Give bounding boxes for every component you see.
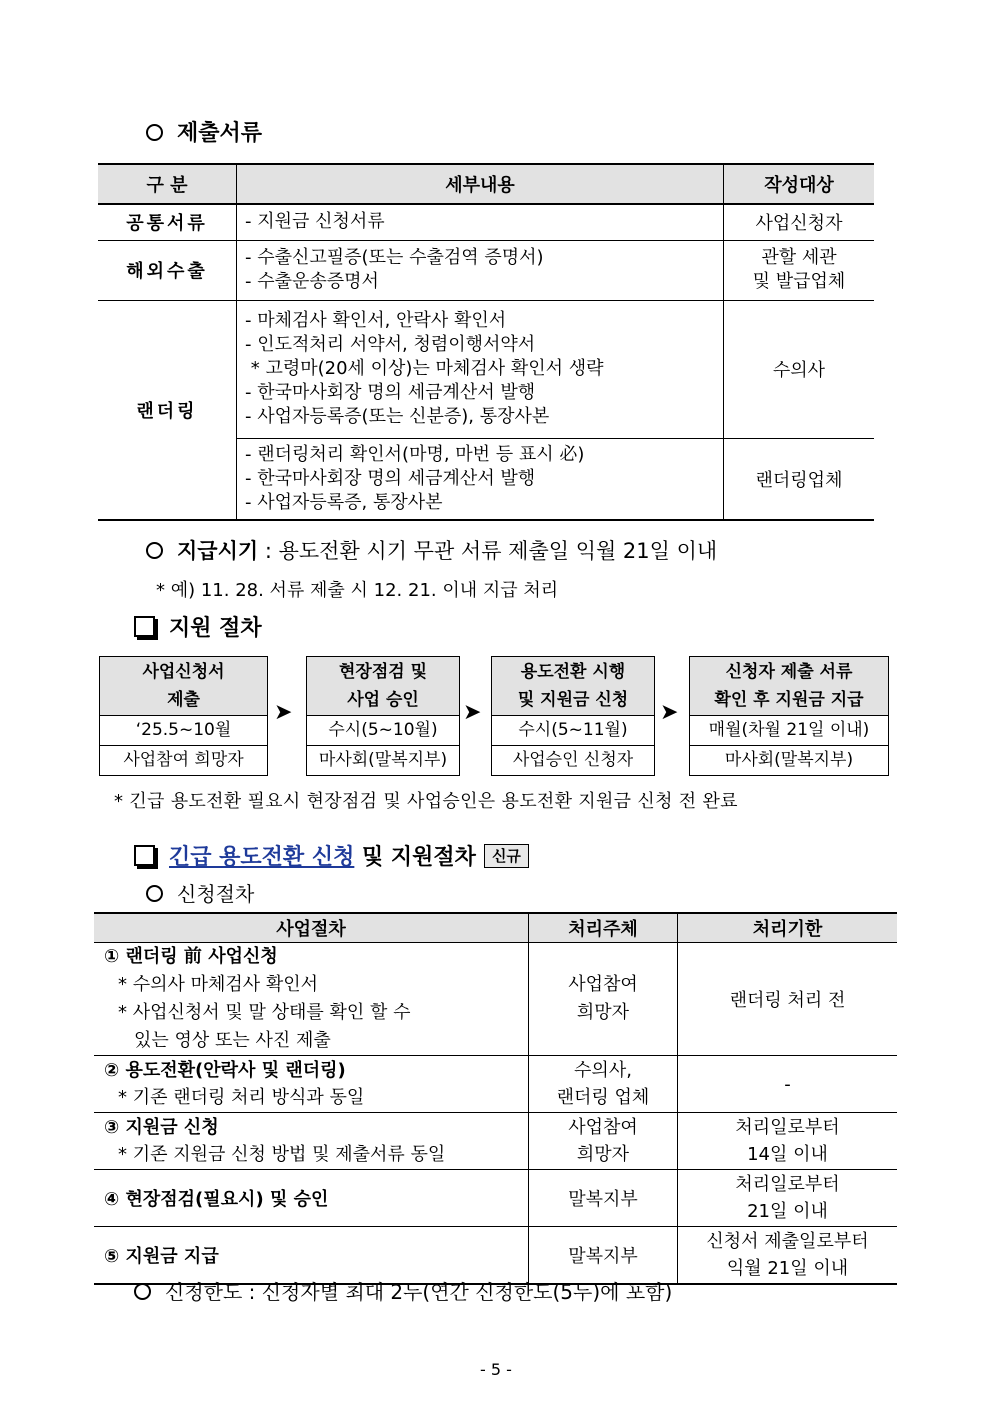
flow-step-2 (306, 656, 460, 776)
flow-title-line: 신청자 제출 서류 (725, 662, 853, 682)
header-target: 작성대상 (724, 164, 875, 204)
payment-time-note: * 예) 11. 28. 서류 제출 시 12. 21. 이내 지급 처리 (156, 580, 559, 601)
step-note: * 기존 지원금 신청 방법 및 제출서류 동일 (118, 1144, 446, 1165)
actor-line: 수의사, (574, 1060, 632, 1081)
actor-cell: 말복지부 (529, 1227, 678, 1285)
flow-step-title (690, 657, 888, 716)
square-bullet-icon (134, 845, 155, 866)
flow-title-line: 확인 후 지원금 지급 (714, 690, 864, 710)
step-cell (94, 943, 529, 1056)
table-row (94, 943, 897, 1056)
actor-cell (529, 943, 678, 1056)
payment-time-label: 지급시기 (177, 539, 259, 563)
flow-step-actor: 사업승인 신청자 (492, 745, 654, 775)
step-cell (94, 1113, 529, 1170)
detail-line: - 수출운송증명서 (245, 271, 379, 292)
table-row (94, 1056, 897, 1113)
flow-title-line: 사업신청서 (142, 662, 225, 682)
flow-step-4 (689, 656, 889, 776)
table-row (98, 300, 874, 438)
flow-step-period: 수시(5~10월) (328, 720, 438, 740)
deadline-cell (678, 1113, 898, 1170)
section-title: 지원 절차 (169, 616, 262, 641)
payment-time-line (146, 535, 717, 565)
section-title-rest: 및 지원절차 (362, 845, 476, 870)
category-cell: 해외수출 (98, 240, 237, 300)
table-row (94, 1170, 897, 1227)
header-actor: 처리주체 (529, 913, 678, 943)
detail-line: - 수출신고필증(또는 수출검역 증명서) (245, 247, 544, 268)
step-note: * 수의사 마체검사 확인서 (118, 974, 319, 995)
sub-heading (146, 878, 254, 907)
actor-line: 랜더링 업체 (556, 1087, 650, 1108)
header-details: 세부내용 (237, 164, 724, 204)
detail-line: - 마체검사 확인서, 안락사 확인서 (245, 310, 507, 331)
section-heading-docs (146, 116, 262, 147)
flow-title-line: 및 지원금 신청 (517, 690, 629, 710)
flow-title-line: 제출 (167, 690, 200, 710)
square-bullet-icon (134, 616, 155, 637)
target-cell: 랜더링업체 (724, 438, 875, 520)
emergency-link[interactable]: 긴급 용도전환 신청 (169, 845, 355, 870)
step-cell: ④ 현장점검(필요시) 및 승인 (94, 1170, 529, 1227)
detail-line: - 사업자등록증(또는 신분증), 통장사본 (245, 406, 550, 427)
flow-step-title (492, 657, 654, 716)
flow-step-period: 수시(5~11월) (518, 720, 628, 740)
section-heading-procedure (134, 611, 262, 642)
step-title: ① 랜더링 前 사업신청 (104, 946, 278, 967)
category-cell: 공통서류 (126, 213, 208, 235)
table-row (98, 240, 874, 300)
deadline-cell: 랜더링 처리 전 (678, 943, 898, 1056)
arrow-right-icon: ➤ (463, 700, 482, 725)
limit-line (134, 1276, 672, 1305)
flow-title-line: 용도전환 시행 (520, 662, 626, 682)
step-cell (94, 1056, 529, 1113)
circle-bullet-icon (134, 1283, 151, 1300)
new-badge: 신규 (484, 844, 529, 868)
documents-table (98, 163, 874, 521)
flow-step-3 (491, 656, 655, 776)
flow-note: * 긴급 용도전환 필요시 현장점검 및 사업승인은 용도전환 지원금 신청 전 완료 (114, 791, 738, 812)
circle-bullet-icon (146, 124, 163, 141)
table-row (94, 1113, 897, 1170)
deadline-line: 14일 이내 (747, 1144, 828, 1165)
flow-step-title (307, 657, 459, 716)
details-cell (237, 240, 724, 300)
step-title: ③ 지원금 신청 (104, 1117, 219, 1138)
detail-line: - 지원금 신청서류 (245, 211, 385, 233)
deadline-line: 신청서 제출일로부터 (706, 1231, 869, 1252)
deadline-line: 처리일로부터 (735, 1174, 840, 1195)
target-cell (724, 240, 875, 300)
circle-bullet-icon (146, 885, 163, 902)
table-row (98, 204, 874, 240)
category-cell: 랜더링 (98, 300, 237, 520)
actor-cell (529, 1056, 678, 1113)
detail-line: - 한국마사회장 명의 세금계산서 발행 (245, 467, 536, 489)
payment-time-text: : 용도전환 시기 무관 서류 제출일 익월 21일 이내 (264, 539, 718, 563)
sub-heading-text: 신청절차 (177, 882, 255, 906)
detail-line: - 랜더링처리 확인서(마명, 마번 등 표시 必) (245, 443, 585, 465)
section-heading-emergency (134, 840, 529, 871)
step-note: 있는 영상 또는 사진 제출 (134, 1030, 331, 1051)
flow-step-actor: 마사회(말복지부) (690, 745, 888, 775)
detail-line: - 한국마사회장 명의 세금계산서 발행 (245, 382, 536, 403)
actor-line: 사업참여 (568, 974, 638, 995)
step-title: ② 용도전환(안락사 및 랜더링) (104, 1060, 346, 1081)
deadline-line: 21일 이내 (747, 1201, 828, 1222)
detail-note: * 고령마(20세 이상)는 마체검사 확인서 생략 (245, 358, 604, 379)
flow-step-1 (99, 656, 268, 776)
target-cell: 수의사 (724, 300, 875, 438)
flow-step-actor: 사업참여 희망자 (100, 745, 267, 775)
procedure-table (94, 912, 897, 1285)
actor-line: 희망자 (576, 1002, 630, 1023)
table-header-row (94, 913, 897, 943)
step-cell: ⑤ 지원금 지급 (94, 1227, 529, 1285)
details-cell (237, 300, 724, 438)
arrow-right-icon: ➤ (660, 700, 679, 725)
details-cell (237, 204, 724, 240)
step-note: * 기존 랜더링 처리 방식과 동일 (118, 1087, 365, 1108)
target-cell: 사업신청자 (724, 204, 875, 240)
actor-line: 희망자 (576, 1144, 630, 1165)
actor-cell: 말복지부 (529, 1170, 678, 1227)
header-step: 사업절차 (94, 913, 529, 943)
arrow-right-icon: ➤ (274, 700, 293, 725)
target-line: 관할 세관 (761, 247, 837, 268)
target-line: 및 발급업체 (752, 271, 846, 292)
flow-title-line: 현장점검 및 (338, 662, 428, 682)
flow-step-title (100, 657, 267, 716)
flow-step-period: ‘25.5~10월 (135, 720, 232, 740)
detail-line: - 인도적처리 서약서, 청렴이행서약서 (245, 334, 536, 355)
table-header-row (98, 164, 874, 204)
actor-cell (529, 1113, 678, 1170)
flow-step-period: 매월(차월 21일 이내) (708, 720, 870, 740)
header-deadline: 처리기한 (678, 913, 898, 943)
flow-step-actor: 마사회(말복지부) (307, 745, 459, 775)
deadline-cell (678, 1227, 898, 1285)
deadline-cell (678, 1170, 898, 1227)
section-title: 제출서류 (177, 121, 263, 146)
detail-line: - 사업자등록증, 통장사본 (245, 491, 443, 513)
limit-text: 신청한도 : 신청자별 최대 2두(연간 신청한도(5두)에 포함) (165, 1280, 673, 1304)
step-note: * 사업신청서 및 말 상태를 확인 할 수 (118, 1002, 411, 1023)
circle-bullet-icon (146, 542, 163, 559)
header-category: 구 분 (98, 164, 237, 204)
actor-line: 사업참여 (568, 1117, 638, 1138)
deadline-cell: - (678, 1056, 898, 1113)
deadline-line: 처리일로부터 (735, 1117, 840, 1138)
deadline-line: 익월 21일 이내 (726, 1258, 849, 1279)
flow-title-line: 사업 승인 (347, 690, 419, 710)
details-cell (237, 438, 724, 520)
page-number: - 5 - (480, 1360, 512, 1379)
